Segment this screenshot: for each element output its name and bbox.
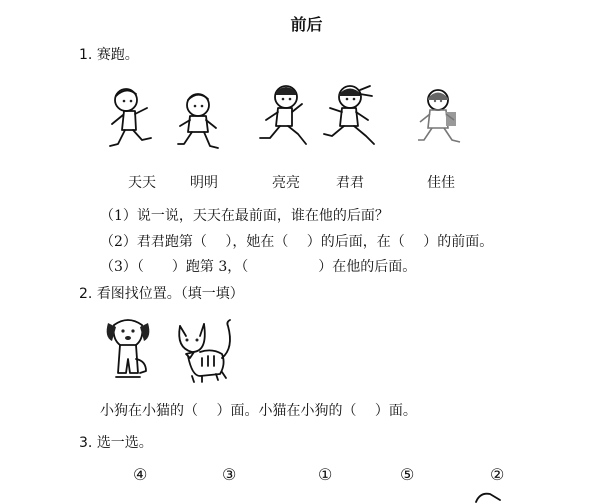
option-circled-5: ⑤ [400,465,415,484]
runner-junjun-figure [322,82,380,152]
runner-tiantian-figure [104,84,164,156]
question-1-3: （3）（ ）跑第 3，（ ）在他的后面。 [100,259,417,275]
question-1-2: （2）君君跑第（ ），她在（ ）的后面，在（ ）的前面。 [100,234,494,250]
runner-liangliang-figure [256,82,312,152]
section-3-title: 选一选。 [96,435,153,451]
runner-jiajia-figure [414,86,470,154]
section-3-heading [79,432,153,452]
section-3-number: 3. [79,435,93,451]
section-2-heading [79,283,244,303]
dog-figure [102,315,154,383]
section-1-title: 赛跑。 [96,47,139,63]
cat-figure [172,318,238,384]
option-circled-4: ④ [133,465,148,484]
section-1-heading [79,44,139,64]
option-circled-3: ③ [222,465,237,484]
option-circled-2: ② [490,465,505,484]
question-1-1: （1）说一说，天天在最前面，谁在他的后面？ [100,208,389,224]
partial-figure-cutoff [470,488,510,503]
section-2-title: 看图找位置。（填一填） [96,286,244,302]
question-2-sentence: 小狗在小猫的（ ）面。小猫在小狗的（ ）面。 [100,403,417,419]
runner-name-jiajia: 佳佳 [427,175,455,191]
runner-name-tiantian: 天天 [128,175,156,191]
option-circled-1: ① [318,465,333,484]
runner-name-mingming: 明明 [190,175,218,191]
page-title: 前后 [290,15,323,34]
runner-name-liangliang: 亮亮 [272,175,300,191]
runner-mingming-figure [174,90,226,156]
section-2-number: 2. [79,286,93,302]
runner-name-junjun: 君君 [336,175,364,191]
section-1-number: 1. [79,47,93,63]
